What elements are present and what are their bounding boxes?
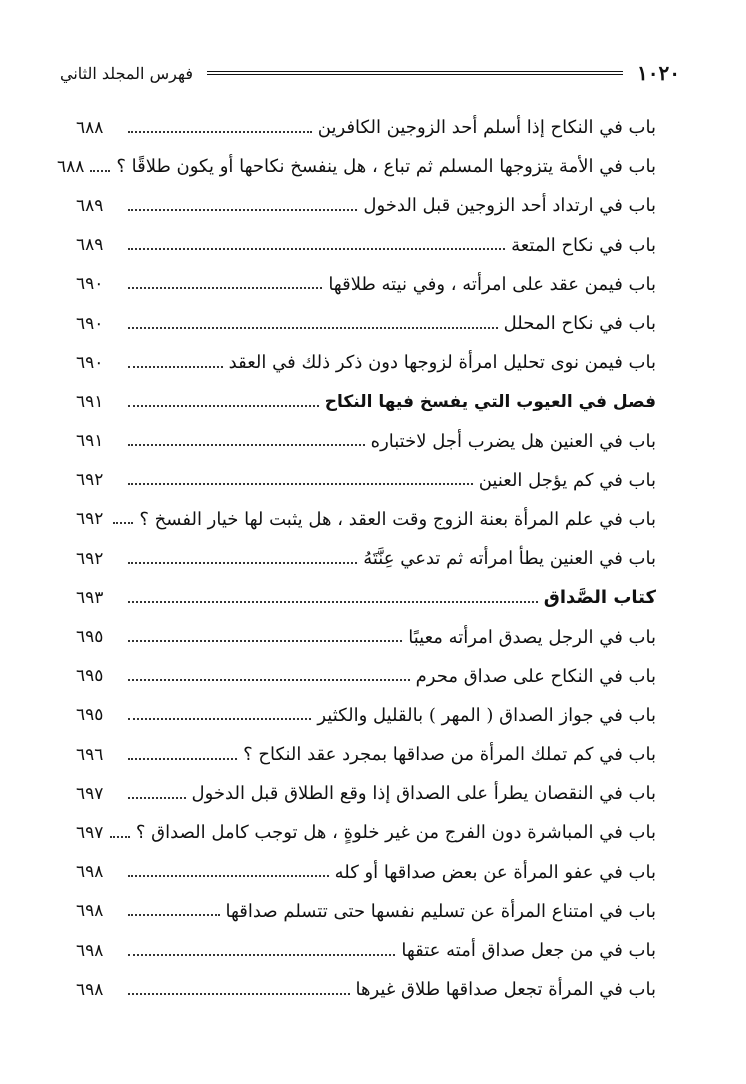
- toc-entry-title: باب في كم يؤجل العنين: [478, 469, 656, 491]
- toc-entry-title: باب في المرأة تجعل صداقها طلاق غيرها: [355, 979, 656, 1001]
- toc-entry-title: باب في علم المرأة بعنة الزوج وقت العقد ، هل يثبت لها خيار الفسخ ؟: [139, 508, 656, 530]
- dot-leader: [90, 170, 110, 172]
- toc-entry: [76, 304, 656, 343]
- toc-entry-page: ٦٩٠: [76, 352, 104, 373]
- toc-entry-page: ٦٩٨: [76, 901, 104, 922]
- toc-entry-title: باب فيمن نوى تحليل امرأة لزوجها دون ذكر ذلك في العقد: [228, 352, 656, 374]
- toc-entry: [76, 265, 656, 304]
- dot-leader: [128, 327, 498, 329]
- dot-leader: [128, 366, 223, 368]
- dot-leader: [128, 718, 311, 720]
- toc-book-heading: [76, 578, 656, 617]
- running-title: فهرس المجلد الثاني: [60, 63, 193, 83]
- toc-entry-page: ٦٩٨: [76, 862, 104, 883]
- header-rule: [207, 71, 623, 75]
- dot-leader: [128, 444, 365, 446]
- dot-leader: [128, 562, 357, 564]
- toc-entry: [76, 500, 656, 539]
- dot-leader: [128, 601, 538, 603]
- table-of-contents: [56, 108, 656, 1009]
- toc-entry: [76, 617, 656, 656]
- toc-entry-title: باب في النكاح إذا أسلم أحد الزوجين الكافرين: [317, 117, 656, 139]
- toc-entry: [76, 853, 656, 892]
- toc-entry: [76, 657, 656, 696]
- dot-leader: [128, 914, 220, 916]
- toc-entry-title: كتاب الصَّداق: [543, 587, 656, 609]
- dot-leader: [128, 875, 329, 877]
- toc-entry-page: ٦٩٥: [76, 705, 104, 726]
- toc-entry-page: ٦٨٨: [56, 156, 85, 177]
- toc-entry: [76, 108, 656, 147]
- toc-entry-title: فصل في العيوب التي يفسخ فيها النكاح: [324, 391, 656, 412]
- toc-entry-page: ٦٩٨: [76, 940, 104, 961]
- dot-leader: [128, 954, 395, 956]
- dot-leader: [110, 836, 130, 838]
- toc-entry-page: ٦٩٢: [76, 509, 104, 530]
- toc-entry-page: ٦٩٧: [76, 783, 104, 804]
- toc-entry-title: باب في النقصان يطرأ على الصداق إذا وقع الطلاق قبل الدخول: [191, 783, 656, 805]
- toc-entry-title: باب في جواز الصداق ( المهر ) بالقليل والكثير: [317, 704, 656, 726]
- toc-entry: [76, 226, 656, 265]
- toc-entry-page: ٦٩٧: [76, 822, 104, 843]
- toc-entry-title: باب في عفو المرأة عن بعض صداقها أو كله: [334, 861, 656, 883]
- toc-entry-title: باب في نكاح المتعة: [511, 234, 656, 256]
- page-number: ١٠٢٠: [637, 61, 680, 85]
- toc-entry-page: ٦٩٥: [76, 666, 104, 687]
- toc-entry: [76, 461, 656, 500]
- toc-entry: [76, 343, 656, 382]
- toc-entry-page: ٦٩١: [76, 391, 104, 412]
- toc-entry-title: باب في النكاح على صداق محرم: [415, 665, 656, 687]
- toc-entry: [76, 696, 656, 735]
- toc-entry: [76, 970, 656, 1009]
- toc-entry-title: باب في الأمة يتزوجها المسلم ثم تباع ، هل ينفسخ نكاحها أو يكون طلاقًا ؟: [116, 156, 656, 178]
- toc-entry-page: ٦٩٥: [76, 627, 104, 648]
- toc-entry-title: باب في ارتداد أحد الزوجين قبل الدخول: [363, 195, 656, 217]
- toc-entry-page: ٦٩٠: [76, 313, 104, 334]
- dot-leader: [128, 758, 237, 760]
- toc-entry-title: باب في المباشرة دون الفرج من غير خلوةٍ ، هل توجب كامل الصداق ؟: [135, 822, 656, 844]
- toc-entry-page: ٦٩٢: [76, 548, 104, 569]
- toc-entry-page: ٦٩١: [76, 431, 104, 452]
- dot-leader: [128, 405, 319, 407]
- toc-entry-title: باب في الرجل يصدق امرأته معيبًا: [408, 626, 656, 648]
- toc-entry: [76, 774, 656, 813]
- toc-entry: [76, 186, 656, 225]
- toc-entry-page: ٦٩٨: [76, 979, 104, 1000]
- toc-entry-page: ٦٨٨: [76, 117, 104, 138]
- dot-leader: [128, 679, 410, 681]
- toc-entry-page: ٦٩٢: [76, 470, 104, 491]
- toc-entry-title: باب فيمن عقد على امرأته ، وفي نيته طلاقها: [328, 273, 656, 295]
- toc-entry: [76, 539, 656, 578]
- toc-entry-page: ٦٩٦: [76, 744, 104, 765]
- dot-leader: [128, 483, 473, 485]
- toc-entry: [76, 735, 656, 774]
- dot-leader: [128, 209, 357, 211]
- dot-leader: [128, 797, 186, 799]
- dot-leader: [128, 287, 322, 289]
- dot-leader: [128, 248, 505, 250]
- toc-entry-title: باب في نكاح المحلل: [503, 313, 656, 335]
- dot-leader: [128, 993, 350, 995]
- dot-leader: [113, 522, 133, 524]
- toc-entry-page: ٦٩٣: [76, 587, 104, 608]
- toc-entry-title: باب في امتناع المرأة عن تسليم نفسها حتى تتسلم صداقها: [225, 900, 656, 922]
- toc-entry-page: ٦٩٠: [76, 274, 104, 295]
- dot-leader: [128, 640, 402, 642]
- toc-entry: [76, 813, 656, 852]
- dot-leader: [128, 131, 312, 133]
- toc-section-heading: [76, 382, 656, 421]
- toc-entry-title: باب في العنين هل يضرب أجل لاختباره: [370, 430, 656, 452]
- page-header: [60, 58, 680, 88]
- toc-entry: [76, 422, 656, 461]
- toc-entry: [56, 147, 656, 186]
- toc-entry-title: باب في من جعل صداق أمته عتقها: [401, 940, 656, 962]
- toc-entry-title: باب في كم تملك المرأة من صداقها بمجرد عقد النكاح ؟: [243, 744, 656, 766]
- toc-entry: [76, 931, 656, 970]
- toc-entry-page: ٦٨٩: [76, 195, 104, 216]
- toc-entry: [76, 892, 656, 931]
- toc-entry-page: ٦٨٩: [76, 235, 104, 256]
- toc-entry-title: باب في العنين يطأ امرأته ثم تدعي عِنَّتَهُ: [363, 548, 656, 570]
